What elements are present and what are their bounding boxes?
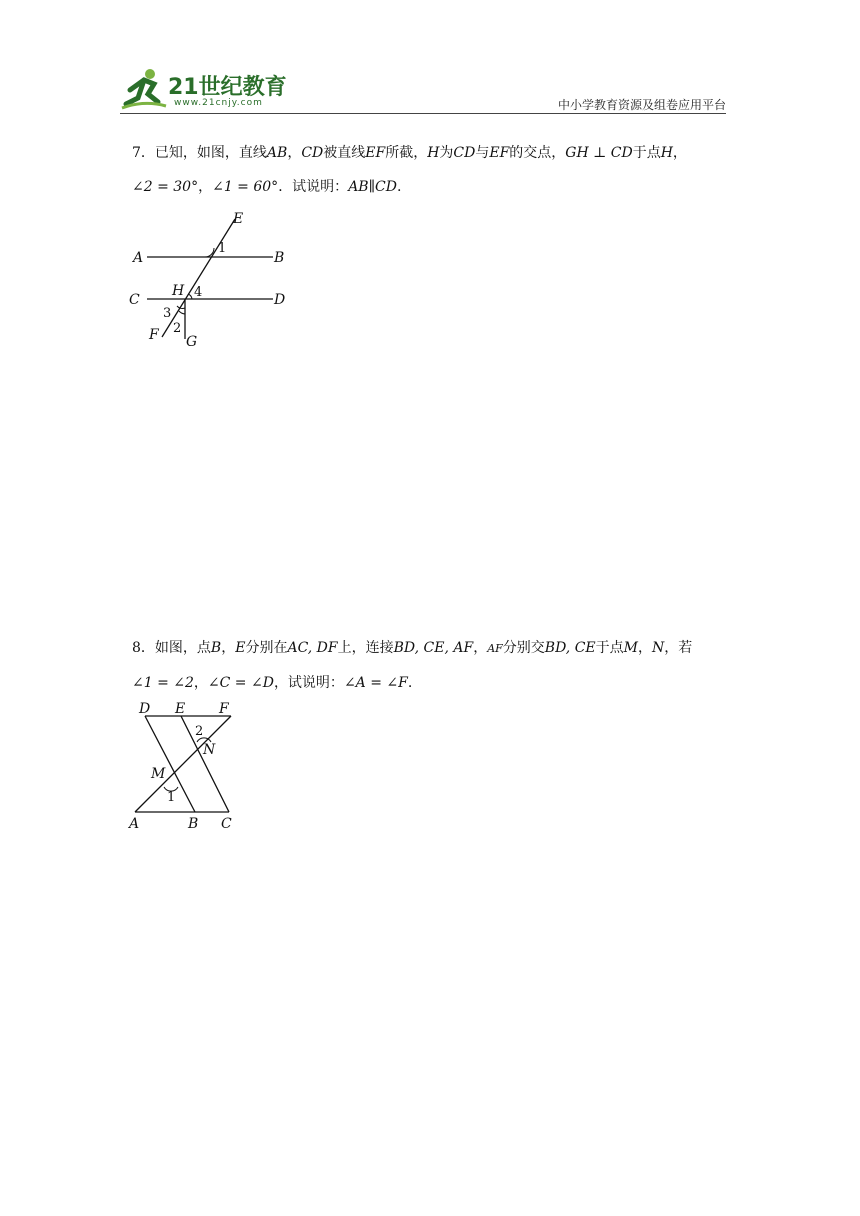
q7-math: AB∥CD (348, 179, 397, 195)
q7-math: H (427, 145, 440, 161)
q7-math: EF (365, 145, 386, 161)
q7-text: 于点 (632, 145, 661, 161)
label-A: A (129, 816, 140, 832)
q8-text: 于点 (595, 640, 624, 656)
label-2: 2 (195, 724, 204, 739)
q7-text: ．试说明： (278, 179, 349, 195)
q7-math: AB (266, 145, 288, 161)
q7-figure (125, 205, 305, 355)
header-divider (120, 113, 726, 114)
label-D: D (139, 701, 151, 717)
label-4: 4 (194, 285, 203, 300)
q7-math: CD (301, 145, 324, 161)
q7-math: ∠1 = 60° (212, 179, 279, 195)
q8-text: 上，连接 (337, 640, 394, 656)
q8-math: BD, CE (544, 640, 596, 656)
q8-text: ， (221, 640, 236, 656)
q7-text: ， (672, 145, 687, 161)
q7-text: 7．已知，如图，直线 (132, 145, 267, 161)
label-N: N (203, 742, 216, 758)
label-G: G (186, 334, 198, 350)
label-H: H (172, 283, 185, 299)
logo-runner-icon (120, 66, 168, 116)
q8-math: M (623, 640, 638, 656)
line-ef (162, 219, 235, 337)
q8-text: . (407, 675, 413, 691)
q8-math: N (651, 640, 665, 656)
logo-text: 21世纪教育 (168, 75, 287, 100)
label-F: F (149, 327, 159, 343)
q8-math: ∠C = ∠D (207, 675, 274, 691)
q8-text: ， (473, 640, 488, 656)
label-B: B (188, 816, 199, 832)
label-B: B (274, 250, 285, 266)
label-E: E (175, 701, 186, 717)
q7-text: 为 (439, 145, 454, 161)
label-E: E (233, 211, 244, 227)
q8-math: B (210, 640, 222, 656)
q8-math: AF (487, 642, 503, 655)
q7-math: H (660, 145, 673, 161)
angle-4-arc (188, 294, 192, 299)
q8-line1 (132, 638, 692, 659)
label-2: 2 (173, 321, 182, 336)
q7-text: ， (287, 145, 302, 161)
q7-math: EF (489, 145, 510, 161)
q8-text: ， (193, 675, 208, 691)
q7-text: 与 (475, 145, 490, 161)
q8-text: 分别交 (502, 640, 545, 656)
q8-math: ∠1 = ∠2 (132, 675, 194, 691)
label-C: C (129, 292, 140, 308)
label-D: D (274, 292, 286, 308)
q7-math: CD (453, 145, 476, 161)
q8-text: 8．如图，点 (132, 640, 211, 656)
q7-line1 (132, 143, 687, 163)
q8-text: ，若 (664, 640, 693, 656)
q7-text: 所截， (385, 145, 428, 161)
q8-text: 分别在 (245, 640, 288, 656)
label-1: 1 (167, 790, 176, 805)
logo-url: www.21cnjy.com (174, 98, 263, 108)
q7-text: 被直线 (323, 145, 366, 161)
seg-af (135, 716, 231, 812)
q7-line2 (132, 177, 401, 197)
label-F: F (219, 701, 229, 717)
q8-math: E (235, 640, 246, 656)
q7-math: GH ⊥ CD (565, 145, 633, 161)
label-3: 3 (163, 306, 172, 321)
label-1: 1 (218, 241, 227, 256)
q8-math: ∠A = ∠F (343, 675, 408, 691)
page-header (120, 64, 726, 116)
q8-text: ， (637, 640, 652, 656)
platform-caption: 中小学教育资源及组卷应用平台 (557, 98, 726, 112)
q8-math: AC, DF (287, 640, 338, 656)
q8-math: BD, CE, AF (393, 640, 474, 656)
label-C: C (221, 816, 232, 832)
q7-text: ， (198, 179, 213, 195)
angle-2-arc (179, 311, 185, 314)
label-A: A (133, 250, 144, 266)
q8-line2 (132, 673, 412, 693)
q7-text: . (397, 179, 402, 195)
q8-figure (125, 698, 245, 838)
q7-math: ∠2 = 30° (132, 179, 199, 195)
label-M: M (151, 766, 166, 782)
q7-text: 的交点， (509, 145, 566, 161)
q8-text: ，试说明： (273, 675, 344, 691)
